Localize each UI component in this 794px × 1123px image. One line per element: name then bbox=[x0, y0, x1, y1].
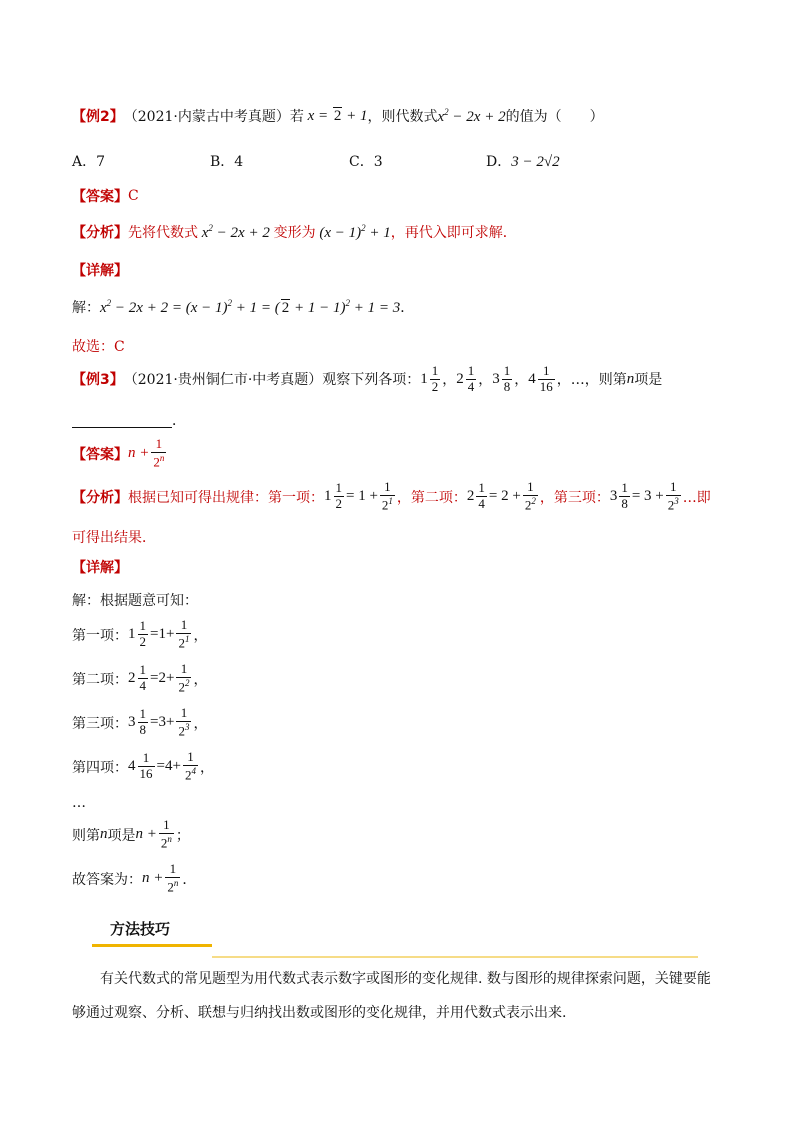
ex3-term-4: 第四项： 4 $\frac{1}{16}$ = 4 + $\frac{1}{2^4}$ ， bbox=[72, 749, 214, 783]
ex2-question bbox=[72, 106, 604, 126]
tips-divider bbox=[212, 956, 698, 958]
ex2-detail-label: 【详解】 bbox=[72, 263, 128, 279]
ex3-question: 【例3】 （2021·贵州铜仁市·中考真题）观察下列各项： 1 $\frac{1}{2}$ ， 2 $\frac{1}{4}$ ， 3 $\frac{1}{8}$ ， 4 $\frac{1}{16}$ ，…，则第 n 项是 bbox=[72, 363, 663, 394]
ex2-detail-solution: 解： $x^2 - 2x + 2 = (x - 1)^2 + 1$ = ( 2 + 1 − 1)$^2$ + 1 = 3 ． bbox=[72, 297, 415, 316]
ex2-tail: 的值为（ ） bbox=[505, 109, 604, 125]
ex2-option-c: C．3 bbox=[349, 154, 383, 170]
ex3-blank: ． bbox=[72, 410, 186, 430]
ex3-term-2: 第二项： 2 $\frac{1}{4}$ = 2 + $\frac{1}{2^2}$ ， bbox=[72, 661, 208, 695]
ex2-option-d: D．3 − 2√2 bbox=[486, 154, 560, 170]
answer-blank bbox=[72, 413, 172, 428]
tips-title-underline bbox=[92, 944, 212, 947]
ex3-analysis: 【分析】 根据已知可得出规律：第一项： 1 $\frac{1}{2}$ = 1 + $\frac{1}{2^1}$ ，第二项： 2 $\frac{1}{4}$ = 2 + $\frac{1}{2^2}$ ，第三项： 3 $\frac{1}{8}$ = 3 + $\frac{1}{2^3}$ …即 bbox=[72, 479, 711, 513]
ex2-condition: x = 2 + 1 bbox=[303, 108, 368, 124]
ex2-cond-text: ，则代数式 bbox=[367, 109, 438, 125]
tips-body: 有关代数式的常见题型为用代数式表示数字或图形的变化规律. 数与图形的规律探索问题，关键要能够通过观察、分析、联想与归纳找出数或图形的变化规律，并用代数式表示出来. bbox=[72, 971, 711, 1021]
ex2-answer-value: C bbox=[128, 188, 139, 204]
ex2-analysis: 【分析】 先将代数式 $x^2 - 2x + 2$ 变形为 $(x - 1)^2 + 1$ ，再代入即可求解． bbox=[72, 222, 517, 241]
ex3-answer: 【答案】 n + $\frac{1}{2^n}$ bbox=[72, 436, 165, 470]
tips-title: 方法技巧 bbox=[110, 920, 171, 938]
ex2-option-b: B．4 bbox=[210, 154, 244, 170]
ex3-analysis-line2: 可得出结果． bbox=[72, 530, 156, 546]
ex3-detail-label: 【详解】 bbox=[72, 560, 128, 576]
ex3-nth: 则第 n 项是 n + $\frac{1}{2^n}$ ； bbox=[72, 817, 190, 851]
ex2-expression: $x^2 - 2x + 2$ bbox=[437, 106, 506, 125]
ex2-source: （2021·内蒙古中考真题）若 bbox=[123, 109, 304, 125]
ex2-label: 【例2】 bbox=[72, 109, 124, 125]
ex3-term-1: 第一项： 1 $\frac{1}{2}$ = 1 + $\frac{1}{2^1}$ ， bbox=[72, 617, 208, 651]
ex3-detail-intro: 解：根据题意可知： bbox=[72, 593, 198, 609]
ex2-conclusion: 故选：C bbox=[72, 339, 125, 355]
ex3-ellipsis: … bbox=[72, 795, 86, 811]
ex2-answer: 【答案】 C bbox=[72, 188, 139, 205]
ex3-term-3: 第三项： 3 $\frac{1}{8}$ = 3 + $\frac{1}{2^3}$ ， bbox=[72, 705, 208, 739]
ex3-final: 故答案为： n + $\frac{1}{2^n}$ ． bbox=[72, 861, 197, 895]
ex2-option-a: A．7 bbox=[72, 154, 106, 170]
